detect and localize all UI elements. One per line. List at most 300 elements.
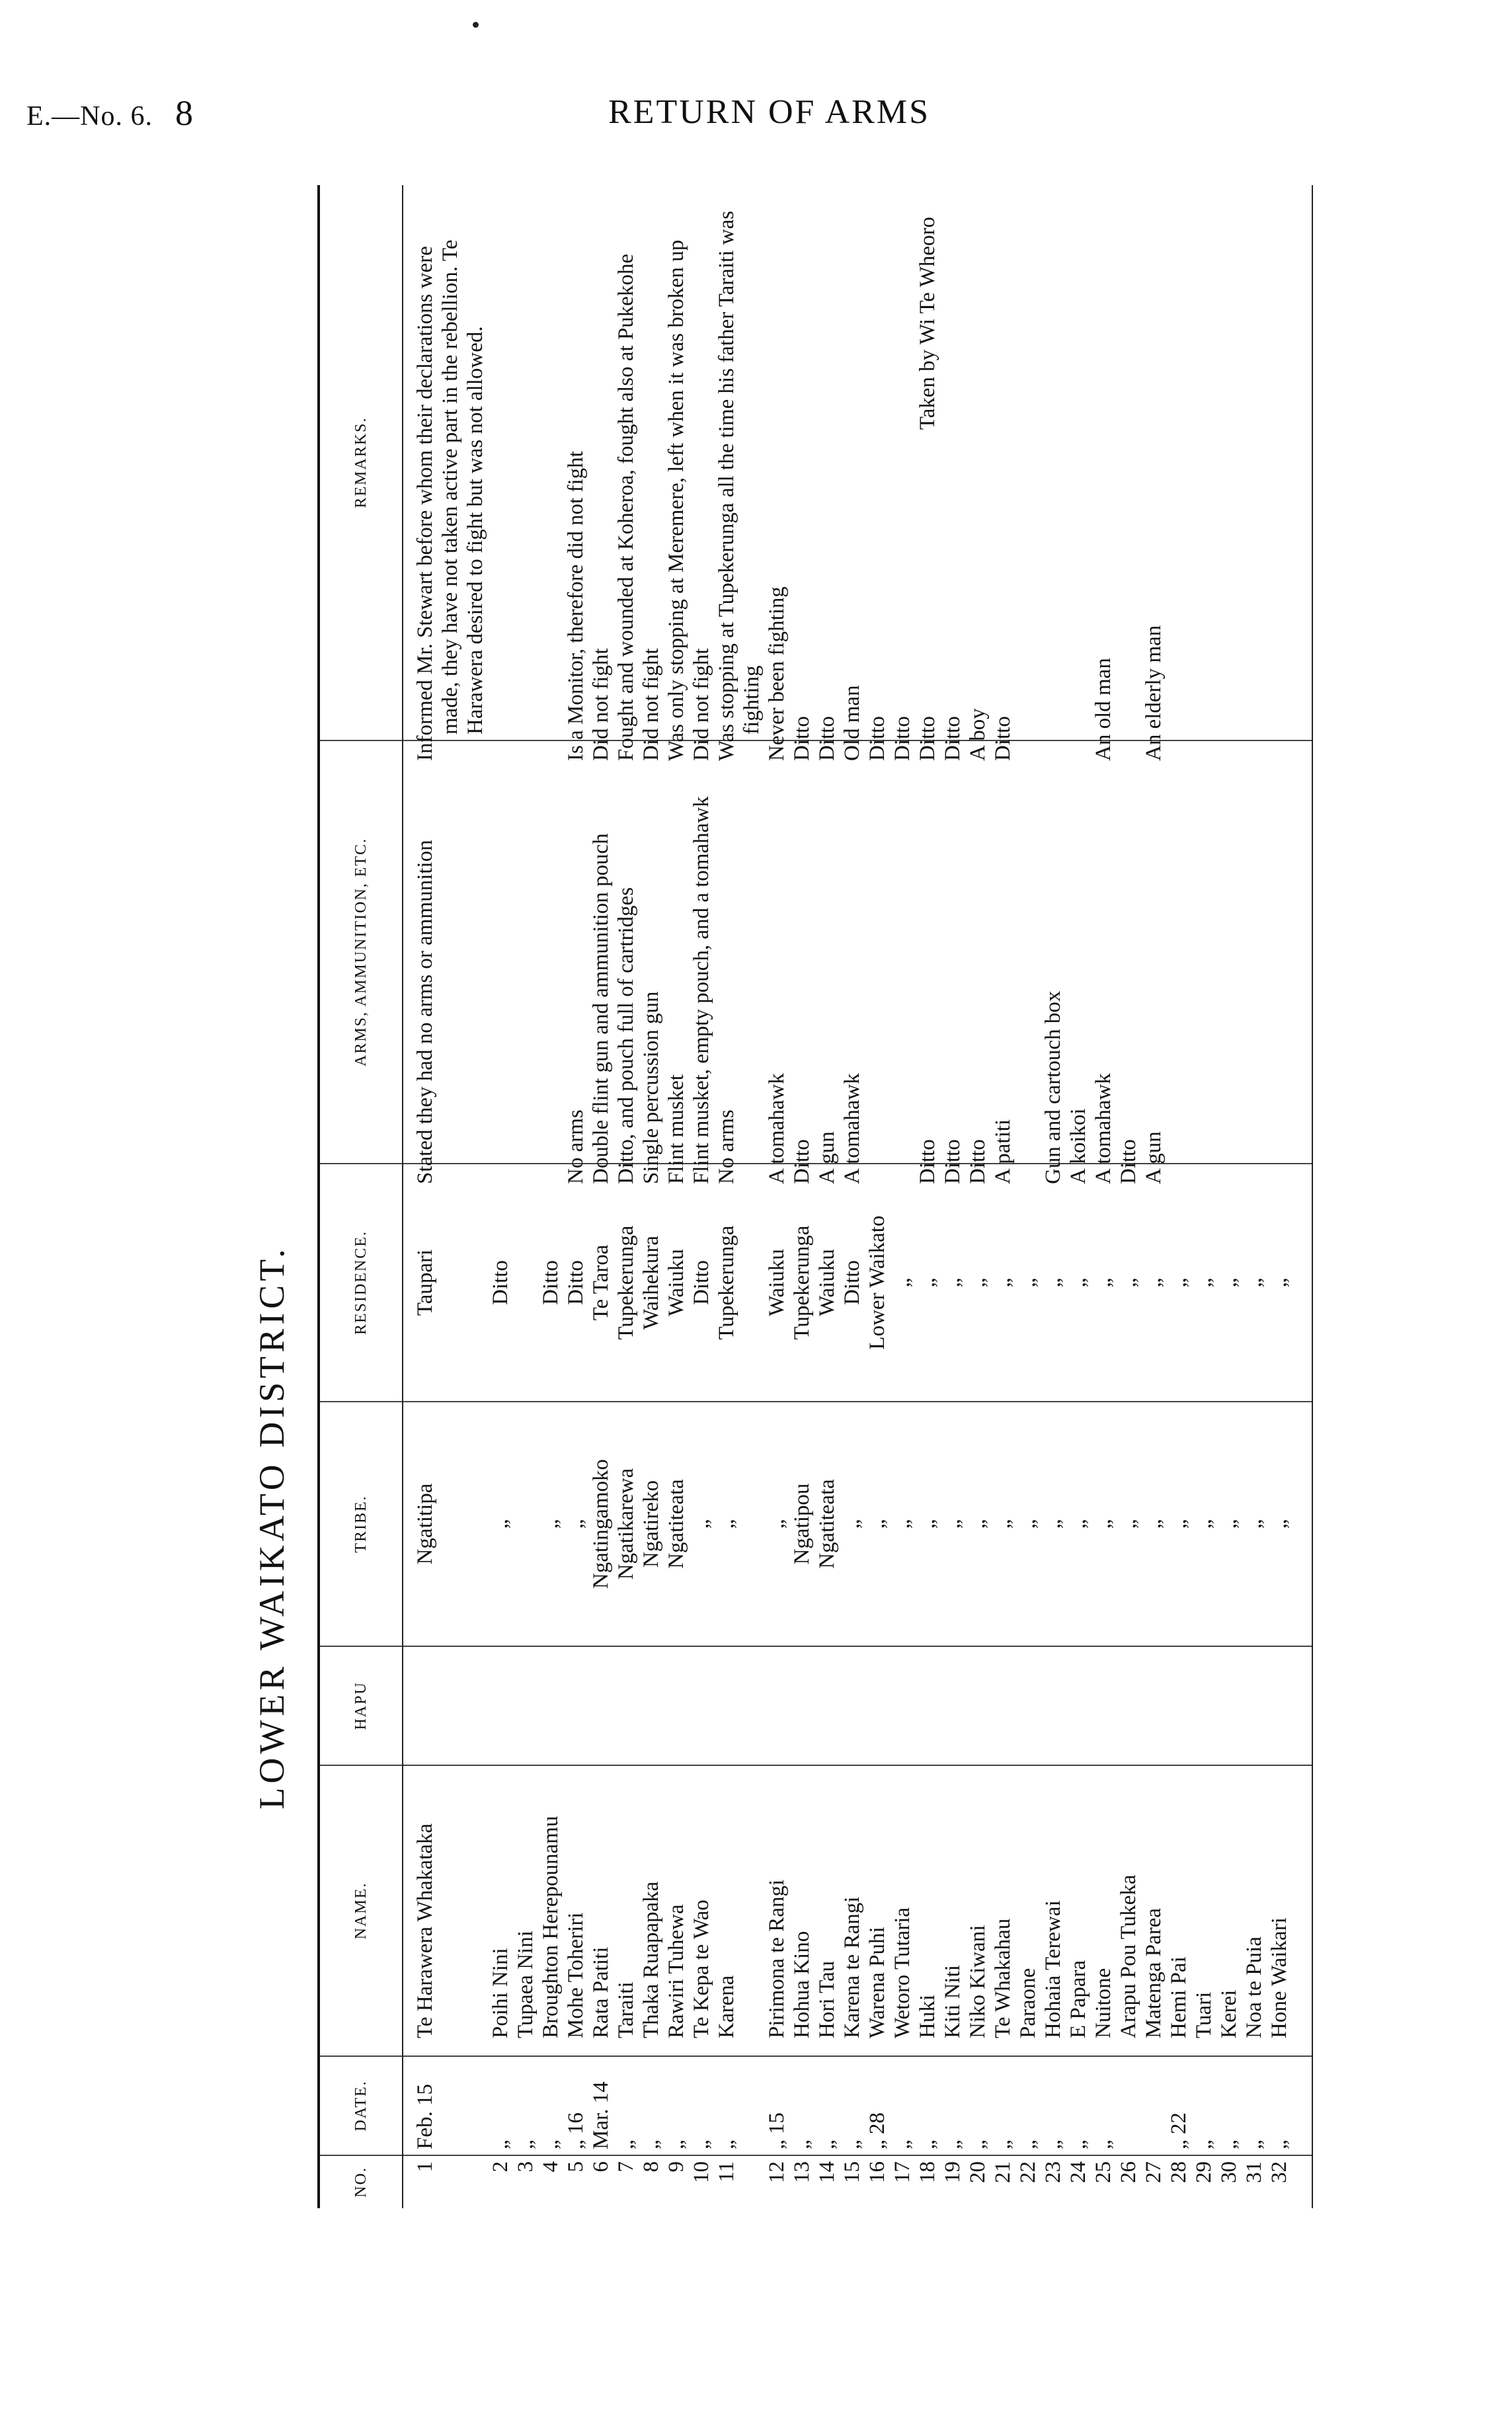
row-hapu — [714, 1646, 764, 1765]
row-number: 1 — [413, 2161, 437, 2173]
row-remarks: Ditto Taken by Wi Te Wheoro — [915, 185, 940, 740]
table-row — [1116, 185, 1141, 2208]
row-remarks: An old man — [1091, 185, 1116, 740]
row-hapu — [815, 1646, 840, 1765]
row-number: 18 — [916, 2161, 939, 2183]
row-hapu — [1267, 1646, 1312, 1765]
return-of-arms-table — [317, 185, 1313, 2208]
row-arms: Stated they had no arms or ammunition — [403, 740, 488, 1164]
row-remarks: A boy — [965, 185, 990, 740]
row-residence: „ — [1191, 1164, 1216, 1402]
row-date — [1116, 2056, 1141, 2155]
row-residence: „ — [1091, 1164, 1116, 1402]
row-residence: Ditto — [538, 1164, 563, 1402]
row-number: 9 — [664, 2161, 688, 2173]
row-tribe: „ — [1141, 1402, 1166, 1646]
row-residence: „ — [990, 1164, 1015, 1402]
row-residence: „ — [1242, 1164, 1267, 1402]
row-remarks — [1267, 185, 1312, 740]
table-row — [639, 185, 664, 2208]
row-hapu — [1242, 1646, 1267, 1765]
row-name: Hori Tau — [815, 1765, 840, 2056]
row-number: 26 — [1117, 2161, 1140, 2183]
table-row — [1091, 185, 1116, 2208]
row-tribe: „ — [840, 1402, 865, 1646]
col-header-hapu: HAPU — [319, 1646, 403, 1765]
row-number: 27 — [1142, 2161, 1166, 2183]
row-date: „ — [639, 2056, 664, 2155]
row-name: Hemi Pai — [1166, 1765, 1191, 2056]
row-number: 14 — [815, 2161, 839, 2183]
row-date: „ 22 — [1166, 2056, 1191, 2155]
row-tribe: Ngatingamoko — [588, 1402, 614, 1646]
row-residence — [513, 1164, 538, 1402]
row-number: 4 — [539, 2161, 563, 2173]
bracket-note: Taken by Wi Te Wheoro — [916, 217, 939, 430]
row-remarks: Old man — [840, 185, 865, 740]
table-body — [403, 185, 1312, 2208]
row-number: 6 — [589, 2161, 613, 2173]
table-row — [664, 185, 689, 2208]
table-row — [588, 185, 614, 2208]
row-hapu — [1116, 1646, 1141, 1765]
row-name: Hohaia Terewai — [1041, 1765, 1066, 2056]
row-date: „ — [1041, 2056, 1066, 2155]
row-number: 32 — [1267, 2155, 1312, 2208]
row-name: Huki — [915, 1765, 940, 2056]
table-row — [1015, 185, 1041, 2208]
row-hapu — [1015, 1646, 1041, 1765]
row-arms: Single percussion gun — [639, 740, 664, 1164]
row-remarks: Was only stopping at Meremere, left when it was broken up — [664, 185, 689, 740]
row-remarks: Ditto — [940, 185, 965, 740]
row-name: Matenga Parea — [1141, 1765, 1166, 2056]
row-tribe: „ — [1066, 1402, 1091, 1646]
row-number: 10 — [690, 2161, 713, 2183]
row-hapu — [513, 1646, 538, 1765]
row-residence: „ — [915, 1164, 940, 1402]
row-tribe — [513, 1402, 538, 1646]
table-row — [614, 185, 639, 2208]
row-name: Mohe Toheriri — [563, 1765, 588, 2056]
col-header-arms: ARMS, AMMUNITION, ETC. — [319, 740, 403, 1164]
row-hapu — [789, 1646, 815, 1765]
row-hapu — [1066, 1646, 1091, 1765]
row-number: 11 — [715, 2161, 738, 2182]
row-arms — [1015, 740, 1041, 1164]
col-header-no: NO. — [319, 2155, 403, 2208]
row-tribe: „ — [1116, 1402, 1141, 1646]
row-name: Te Whakahau — [990, 1765, 1015, 2056]
row-arms: Ditto, and pouch full of cartridges — [614, 740, 639, 1164]
row-hapu — [1141, 1646, 1166, 1765]
col-header-name: NAME. — [319, 1765, 403, 2056]
row-remarks: Never been fighting — [764, 185, 789, 740]
table-row — [1242, 185, 1267, 2208]
rotated-table-area — [251, 185, 1349, 2208]
row-hapu — [488, 1646, 513, 1765]
row-number: 29 — [1192, 2161, 1216, 2183]
row-date: „ — [940, 2056, 965, 2155]
row-remarks — [1216, 185, 1242, 740]
row-tribe: „ — [965, 1402, 990, 1646]
row-residence: „ — [1267, 1164, 1312, 1402]
row-arms: Ditto — [940, 740, 965, 1164]
row-arms: A koikoi — [1066, 740, 1091, 1164]
row-arms: Flint musket — [664, 740, 689, 1164]
table-row — [689, 185, 714, 2208]
table-row — [1267, 185, 1312, 2208]
table-row — [513, 185, 538, 2208]
col-header-residence: RESIDENCE. — [319, 1164, 403, 1402]
row-remarks: Ditto — [865, 185, 890, 740]
table-row — [403, 185, 488, 2208]
table-row — [965, 185, 990, 2208]
row-hapu — [1091, 1646, 1116, 1765]
table-row — [815, 185, 840, 2208]
row-arms — [890, 740, 915, 1164]
series-number — [26, 93, 194, 134]
row-tribe: „ — [1041, 1402, 1066, 1646]
row-residence: Ditto — [689, 1164, 714, 1402]
row-name: Broughton Herepounamu — [538, 1765, 563, 2056]
row-hapu — [965, 1646, 990, 1765]
row-hapu — [403, 1646, 488, 1765]
row-arms: Double flint gun and ammunition pouch — [588, 740, 614, 1164]
row-number: 16 — [865, 2161, 889, 2183]
row-date: Mar. 14 — [588, 2056, 614, 2155]
row-residence: „ — [1166, 1164, 1191, 1402]
row-arms: No arms — [714, 740, 764, 1164]
row-date: „ — [915, 2056, 940, 2155]
table-row — [1066, 185, 1091, 2208]
table-row — [1166, 185, 1191, 2208]
row-hapu — [990, 1646, 1015, 1765]
row-number: 13 — [790, 2161, 814, 2183]
row-number: 31 — [1242, 2161, 1266, 2183]
row-name: Thaka Ruapapaka — [639, 1765, 664, 2056]
row-arms: Ditto — [1116, 740, 1141, 1164]
row-hapu — [915, 1646, 940, 1765]
row-residence: „ — [1066, 1164, 1091, 1402]
row-tribe: „ — [1015, 1402, 1041, 1646]
row-arms: A gun — [815, 740, 840, 1164]
table-row — [840, 185, 865, 2208]
row-date: „ — [815, 2056, 840, 2155]
row-date: „ 28 — [865, 2056, 890, 2155]
row-remarks — [1166, 185, 1191, 740]
row-remarks — [1015, 185, 1041, 740]
row-name: Niko Kiwani — [965, 1765, 990, 2056]
row-arms: A tomahawk — [1091, 740, 1116, 1164]
row-date: „ — [664, 2056, 689, 2155]
district-title: LOWER WAIKATO DISTRICT. — [252, 1245, 292, 1810]
row-arms: Ditto — [965, 740, 990, 1164]
row-hapu — [940, 1646, 965, 1765]
row-date: „ — [1216, 2056, 1242, 2155]
row-name: Te Harawera Whakataka — [403, 1765, 488, 2056]
row-arms — [513, 740, 538, 1164]
row-name: Pirimona te Rangi — [764, 1765, 789, 2056]
row-residence: „ — [940, 1164, 965, 1402]
table-row — [940, 185, 965, 2208]
row-tribe: „ — [915, 1402, 940, 1646]
row-hapu — [1216, 1646, 1242, 1765]
row-residence: Tupekerunga — [714, 1164, 764, 1402]
row-tribe: Ngatipou — [789, 1402, 815, 1646]
row-tribe: „ — [1091, 1402, 1116, 1646]
row-remarks: Did not fight — [689, 185, 714, 740]
row-date: „ — [714, 2056, 764, 2155]
row-date: „ — [1191, 2056, 1216, 2155]
row-number: 5 — [564, 2161, 588, 2173]
row-date: „ — [1267, 2056, 1312, 2155]
row-remarks: Did not fight — [639, 185, 664, 740]
row-name: Karena te Rangi — [840, 1765, 865, 2056]
row-arms — [1166, 740, 1191, 1164]
row-number: 3 — [514, 2161, 537, 2173]
row-date: „ — [1015, 2056, 1041, 2155]
row-residence: „ — [1141, 1164, 1166, 1402]
row-number: 30 — [1217, 2161, 1241, 2183]
row-arms — [488, 740, 513, 1164]
row-tribe: Ngatiteata — [815, 1402, 840, 1646]
row-remarks: Ditto — [990, 185, 1015, 740]
row-tribe: „ — [689, 1402, 714, 1646]
row-date: „ — [689, 2056, 714, 2155]
row-hapu — [664, 1646, 689, 1765]
row-date: „ — [840, 2056, 865, 2155]
row-date: „ — [1066, 2056, 1091, 2155]
row-tribe: Ngatikarewa — [614, 1402, 639, 1646]
page-number: 8 — [175, 93, 194, 133]
row-hapu — [563, 1646, 588, 1765]
row-residence: Ditto — [840, 1164, 865, 1402]
row-remarks: Fought and wounded at Koheroa, fought also at Pukekohe — [614, 185, 639, 740]
row-name: Paraone — [1015, 1765, 1041, 2056]
row-arms: Ditto — [915, 740, 940, 1164]
col-header-date: DATE. — [319, 2056, 403, 2155]
table-row — [915, 185, 940, 2208]
row-hapu — [890, 1646, 915, 1765]
row-remarks: Did not fight — [588, 185, 614, 740]
row-residence: „ — [1216, 1164, 1242, 1402]
table-row — [789, 185, 815, 2208]
row-hapu — [588, 1646, 614, 1765]
row-residence: „ — [1041, 1164, 1066, 1402]
row-residence: Ditto — [563, 1164, 588, 1402]
row-number: 15 — [840, 2161, 864, 2183]
row-tribe: „ — [865, 1402, 890, 1646]
row-remarks — [1066, 185, 1091, 740]
row-hapu — [865, 1646, 890, 1765]
table-row — [764, 185, 789, 2208]
row-tribe: Ngatiteata — [664, 1402, 689, 1646]
series-label: E.—No. 6. — [26, 101, 153, 132]
row-remarks — [488, 185, 513, 740]
row-date: „ — [789, 2056, 815, 2155]
row-date: „ 15 — [764, 2056, 789, 2155]
table-row — [563, 185, 588, 2208]
row-number: 23 — [1041, 2161, 1065, 2183]
row-residence: Waiuku — [815, 1164, 840, 1402]
row-name: Karena — [714, 1765, 764, 2056]
row-remarks — [1116, 185, 1141, 740]
table-row — [1041, 185, 1066, 2208]
row-name: Warena Puhi — [865, 1765, 890, 2056]
row-hapu — [764, 1646, 789, 1765]
row-remarks — [1191, 185, 1216, 740]
row-hapu — [1191, 1646, 1216, 1765]
row-tribe: „ — [890, 1402, 915, 1646]
row-residence: Waihekura — [639, 1164, 664, 1402]
row-number: 7 — [614, 2161, 638, 2173]
row-date: „ — [890, 2056, 915, 2155]
row-name: Hone Waikari — [1267, 1765, 1312, 2056]
row-date: „ — [965, 2056, 990, 2155]
row-hapu — [614, 1646, 639, 1765]
row-tribe: „ — [1242, 1402, 1267, 1646]
row-name: E Papara — [1066, 1765, 1091, 2056]
row-tribe: „ — [538, 1402, 563, 1646]
row-number: 20 — [966, 2161, 990, 2183]
row-remarks: Ditto — [789, 185, 815, 740]
row-number: 19 — [941, 2161, 965, 2183]
table-row — [1216, 185, 1242, 2208]
row-hapu — [538, 1646, 563, 1765]
row-arms: Flint musket, empty pouch, and a tomahawk — [689, 740, 714, 1164]
row-arms: A tomahawk — [764, 740, 789, 1164]
row-remarks: Was stopping at Tupekerunga all the time his father Taraiti was fighting — [714, 185, 764, 740]
row-remarks — [1041, 185, 1066, 740]
row-hapu — [1041, 1646, 1066, 1765]
row-name: Kiti Niti — [940, 1765, 965, 2056]
row-date: „ — [513, 2056, 538, 2155]
row-name: Te Kepa te Wao — [689, 1765, 714, 2056]
row-remarks — [1242, 185, 1267, 740]
row-tribe: „ — [1191, 1402, 1216, 1646]
row-arms: Gun and cartouch box — [1041, 740, 1066, 1164]
row-tribe: „ — [1216, 1402, 1242, 1646]
row-tribe: Ngatitipa — [403, 1402, 488, 1646]
row-date: Feb. 15 — [403, 2056, 488, 2155]
row-name: Kerei — [1216, 1765, 1242, 2056]
row-number: 28 — [1167, 2161, 1191, 2183]
row-number: 25 — [1092, 2161, 1115, 2183]
table-row — [538, 185, 563, 2208]
row-name: Noa te Puia — [1242, 1765, 1267, 2056]
row-residence: Te Taroa — [588, 1164, 614, 1402]
row-name: Arapu Pou Tukeka — [1116, 1765, 1141, 2056]
row-tribe: „ — [1166, 1402, 1191, 1646]
row-date: „ — [1242, 2056, 1267, 2155]
row-name: Nuitone — [1091, 1765, 1116, 2056]
row-residence: „ — [1116, 1164, 1141, 1402]
row-arms: A gun — [1141, 740, 1166, 1164]
row-name: Hohua Kino — [789, 1765, 815, 2056]
row-name: Wetoro Tutaria — [890, 1765, 915, 2056]
row-arms: A patiti — [990, 740, 1015, 1164]
row-date: „ — [538, 2056, 563, 2155]
table-row — [990, 185, 1015, 2208]
row-name: Tuari — [1191, 1765, 1216, 2056]
table-row — [488, 185, 513, 2208]
col-header-tribe: TRIBE. — [319, 1402, 403, 1646]
row-date: „ — [1091, 2056, 1116, 2155]
row-hapu — [639, 1646, 664, 1765]
col-header-remarks: REMARKS. — [319, 185, 403, 740]
row-hapu — [689, 1646, 714, 1765]
row-arms: No arms — [563, 740, 588, 1164]
row-remarks: Informed Mr. Stewart before whom their declarations were made, they have not taken active part in the rebellion. Te Harawera desired to fight but was not allowed. — [403, 185, 488, 740]
row-date — [1141, 2056, 1166, 2155]
table-row — [865, 185, 890, 2208]
row-remarks: Ditto — [815, 185, 840, 740]
row-date: „ — [488, 2056, 513, 2155]
row-residence: Tupekerunga — [614, 1164, 639, 1402]
row-tribe: „ — [940, 1402, 965, 1646]
row-residence: Lower Waikato — [865, 1164, 890, 1402]
row-tribe: „ — [764, 1402, 789, 1646]
row-remarks: Is a Monitor, therefore did not fight — [563, 185, 588, 740]
row-tribe: „ — [1267, 1402, 1312, 1646]
row-name: Rawiri Tuhewa — [664, 1765, 689, 2056]
row-residence: Waiuku — [664, 1164, 689, 1402]
row-name: Tupaea Nini — [513, 1765, 538, 2056]
row-remarks — [538, 185, 563, 740]
row-number: 8 — [639, 2161, 663, 2173]
row-date: „ 16 — [563, 2056, 588, 2155]
row-date: „ — [614, 2056, 639, 2155]
row-number: 22 — [1016, 2161, 1040, 2183]
row-number: 21 — [991, 2161, 1015, 2183]
row-tribe: „ — [990, 1402, 1015, 1646]
table-row — [1191, 185, 1216, 2208]
row-hapu — [840, 1646, 865, 1765]
row-remarks — [513, 185, 538, 740]
row-residence: Taupari — [403, 1164, 488, 1402]
row-name: Rata Patiti — [588, 1765, 614, 2056]
row-date: „ — [990, 2056, 1015, 2155]
row-hapu — [1166, 1646, 1191, 1765]
row-number: 17 — [891, 2161, 914, 2183]
row-name: Poihi Nini — [488, 1765, 513, 2056]
page-heading: RETURN OF ARMS — [608, 93, 930, 131]
row-arms: A tomahawk — [840, 740, 865, 1164]
row-residence: Waiuku — [764, 1164, 789, 1402]
row-arms — [1216, 740, 1242, 1164]
table-row — [1141, 185, 1166, 2208]
row-arms — [1191, 740, 1216, 1164]
row-number: 2 — [489, 2161, 512, 2173]
row-name: Taraiti — [614, 1765, 639, 2056]
row-residence: „ — [965, 1164, 990, 1402]
row-arms: Ditto — [789, 740, 815, 1164]
row-tribe: Ngatireko — [639, 1402, 664, 1646]
row-residence: „ — [890, 1164, 915, 1402]
table-row — [714, 185, 764, 2208]
row-residence: Ditto — [488, 1164, 513, 1402]
row-tribe: „ — [714, 1402, 764, 1646]
row-residence: Tupekerunga — [789, 1164, 815, 1402]
row-arms — [538, 740, 563, 1164]
row-arms — [1267, 740, 1312, 1164]
table-row — [890, 185, 915, 2208]
table-header-row — [319, 185, 403, 2208]
row-arms — [1242, 740, 1267, 1164]
row-number: 12 — [765, 2161, 789, 2183]
row-tribe: „ — [563, 1402, 588, 1646]
